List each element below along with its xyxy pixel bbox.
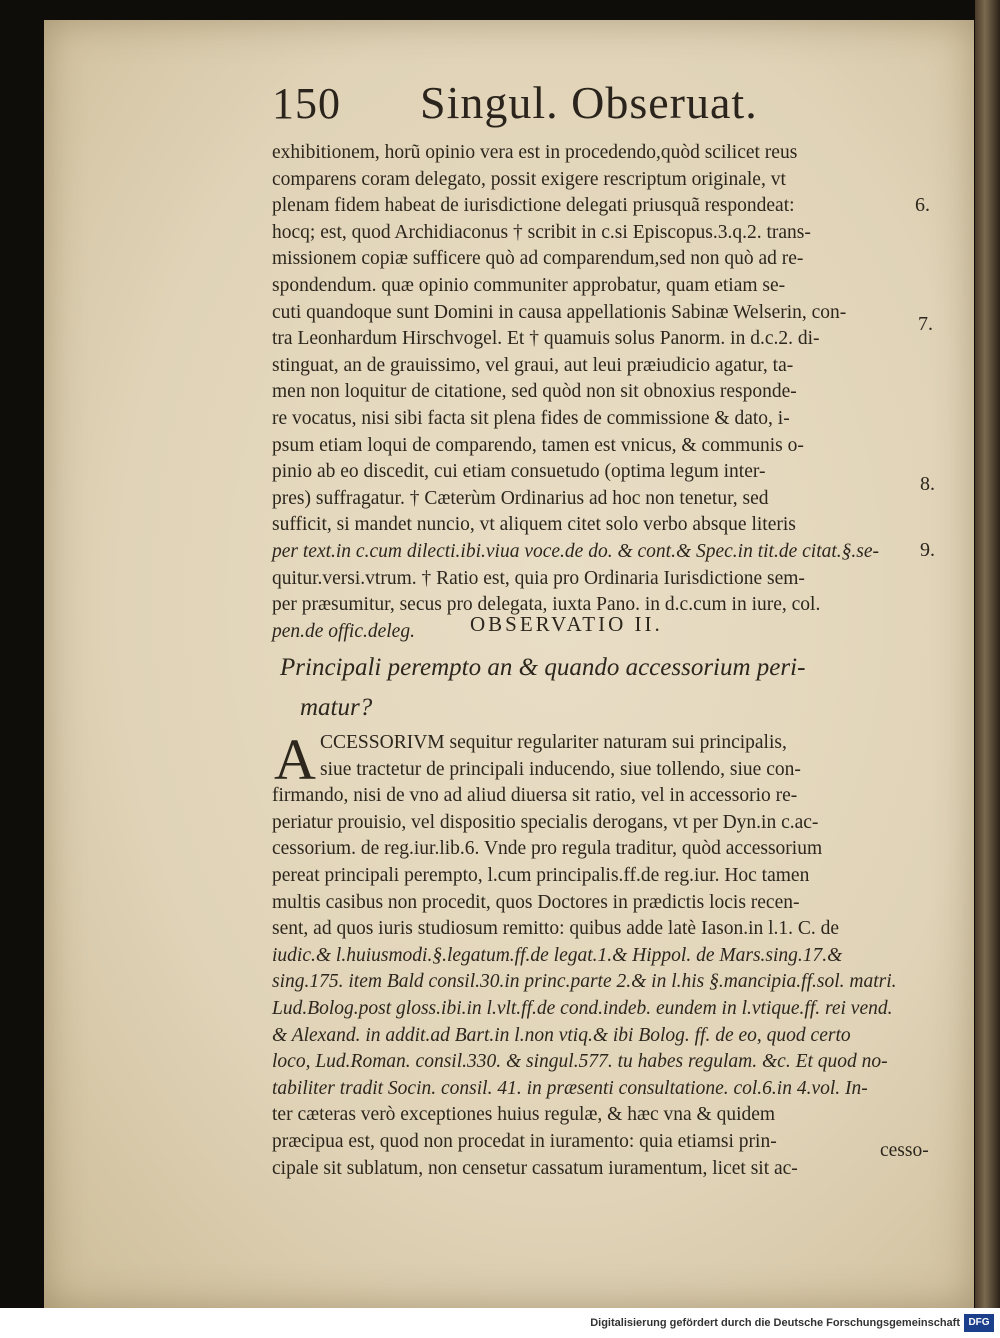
text-line: sufficit, si mandet nuncio, vt aliquem citet solo verbo absque literis <box>272 514 796 536</box>
margin-number: 9. <box>920 539 935 561</box>
margin-number: 7. <box>918 313 933 335</box>
text-line: cipale sit sublatum, non censetur cassatum iuramentum, licet sit ac- <box>272 1157 798 1179</box>
drop-capital: A <box>274 727 316 792</box>
text-line: men non loquitur de citatione, sed quòd non sit obnoxius responde- <box>272 381 797 403</box>
text-line: stinguat, an de grauissimo, vel graui, aut leui præiudicio agatur, ta- <box>272 354 794 376</box>
section-heading: OBSERVATIO II. <box>470 612 663 636</box>
text-line: cessorium. de reg.iur.lib.6. Vnde pro regula traditur, quòd accessorium <box>272 838 823 860</box>
text-line: tra Leonhardum Hirschvogel. Et † quamuis solus Panorm. in d.c.2. di- <box>272 328 820 350</box>
text-line: pinio ab eo discedit, cui etiam consuetudo (optima legum inter- <box>272 461 766 483</box>
subtitle-line: matur? <box>300 694 373 721</box>
text-line: CCESSORIVM sequitur regulariter naturam sui principalis, <box>320 732 787 753</box>
text-line: pen.de offic.deleg. <box>272 620 415 642</box>
text-line: plenam fidem habeat de iurisdictione delegati priusquã respondeat: <box>272 195 795 217</box>
text-line: missionem copiæ sufficere quò ad comparendum,sed non quò ad re- <box>272 248 804 270</box>
text-line: præcipua est, quod non procedat in iuramento: quia etiamsi prin- <box>272 1130 777 1152</box>
section-subtitle <box>280 648 940 728</box>
text-line: periatur prouisio, vel dispositio specialis derogans, vt per Dyn.in c.ac- <box>272 811 819 833</box>
dfg-logo: DFG <box>964 1314 994 1332</box>
text-line: sing.175. item Bald consil.30.in princ.parte 2.& in l.his §.mancipia.ff.sol. matri. <box>272 971 897 993</box>
catchword: cesso- <box>880 1140 929 1161</box>
text-line: Lud.Bolog.post gloss.ibi.in l.vlt.ff.de cond.indeb. eundem in l.vtique.ff. rei vend. <box>272 997 893 1019</box>
funding-notice: Digitalisierung gefördert durch die Deutsche Forschungsgemeinschaft <box>590 1317 960 1329</box>
text-line: pereat principali perempto, l.cum principalis.ff.de reg.iur. Hoc tamen <box>272 864 810 886</box>
body-text-block-1 <box>272 140 932 645</box>
text-line: per text.in c.cum dilecti.ibi.viua voce.de do. & cont.& Spec.in tit.de citat.§.se- <box>272 540 880 562</box>
page-number: 150 <box>272 79 341 128</box>
text-line: iudic.& l.huiusmodi.§.legatum.ff.de legat.1.& Hippol. de Mars.sing.17.& <box>272 944 843 966</box>
margin-number: 6. <box>915 194 930 216</box>
text-line: loco, Lud.Roman. consil.330. & singul.577. tu habes regulam. &c. Et quod no- <box>272 1051 888 1073</box>
text-line: multis casibus non procedit, quos Doctores in prædictis locis recen- <box>272 891 800 913</box>
text-line: sent, ad quos iuris studiosum remitto: quibus adde latè Iason.in l.1. C. de <box>272 918 840 940</box>
text-line: exhibitionem, horũ opinio vera est in procedendo,quòd scilicet reus <box>272 142 798 163</box>
text-line: re vocatus, nisi sibi facta sit plena fides de commissione & dato, i- <box>272 407 790 429</box>
text-line: ter cæteras verò exceptiones huius regulæ, & hæc vna & quidem <box>272 1104 776 1126</box>
text-line: pres) suffragatur. † Cæterùm Ordinarius ad hoc non tenetur, sed <box>272 487 769 509</box>
body-text-block-2 <box>272 727 932 1182</box>
text-line: psum etiam loqui de comparendo, tamen est vnicus, & communis o- <box>272 434 804 456</box>
text-line: hocq; est, quod Archidiaconus † scribit in c.si Episcopus.3.q.2. trans- <box>272 221 811 243</box>
text-line: quitur.versi.vtrum. † Ratio est, quia pro Ordinaria Iurisdictione sem- <box>272 567 805 589</box>
footer-bar <box>0 1308 1000 1338</box>
subtitle-line: Principali perempto an & quando accessorium peri- <box>280 654 806 681</box>
text-line: comparens coram delegato, possit exigere rescriptum originale, vt <box>272 168 786 190</box>
running-head: Singul. Obseruat. <box>420 77 758 128</box>
margin-number: 8. <box>920 473 935 495</box>
text-line: per præsumitur, secus pro delegata, iuxta Pano. in d.c.cum in iure, col. <box>272 594 821 616</box>
text-line: cuti quandoque sunt Domini in causa appellationis Sabinæ Welserin, con- <box>272 301 847 323</box>
text-line: spondendum. quæ opinio communiter approbatur, quam etiam se- <box>272 274 786 296</box>
text-line: tabiliter tradit Socin. consil. 41. in præsenti consultatione. col.6.in 4.vol. In- <box>272 1077 868 1099</box>
text-line: & Alexand. in addit.ad Bart.in l.non vtiq.& ibi Bolog. ff. de eo, quod certo <box>272 1024 851 1046</box>
text-line: firmando, nisi de vno ad aliud diuersa sit ratio, vel in accessorio re- <box>272 785 798 807</box>
text-line: siue tractetur de principali inducendo, siue tollendo, siue con- <box>320 758 801 780</box>
